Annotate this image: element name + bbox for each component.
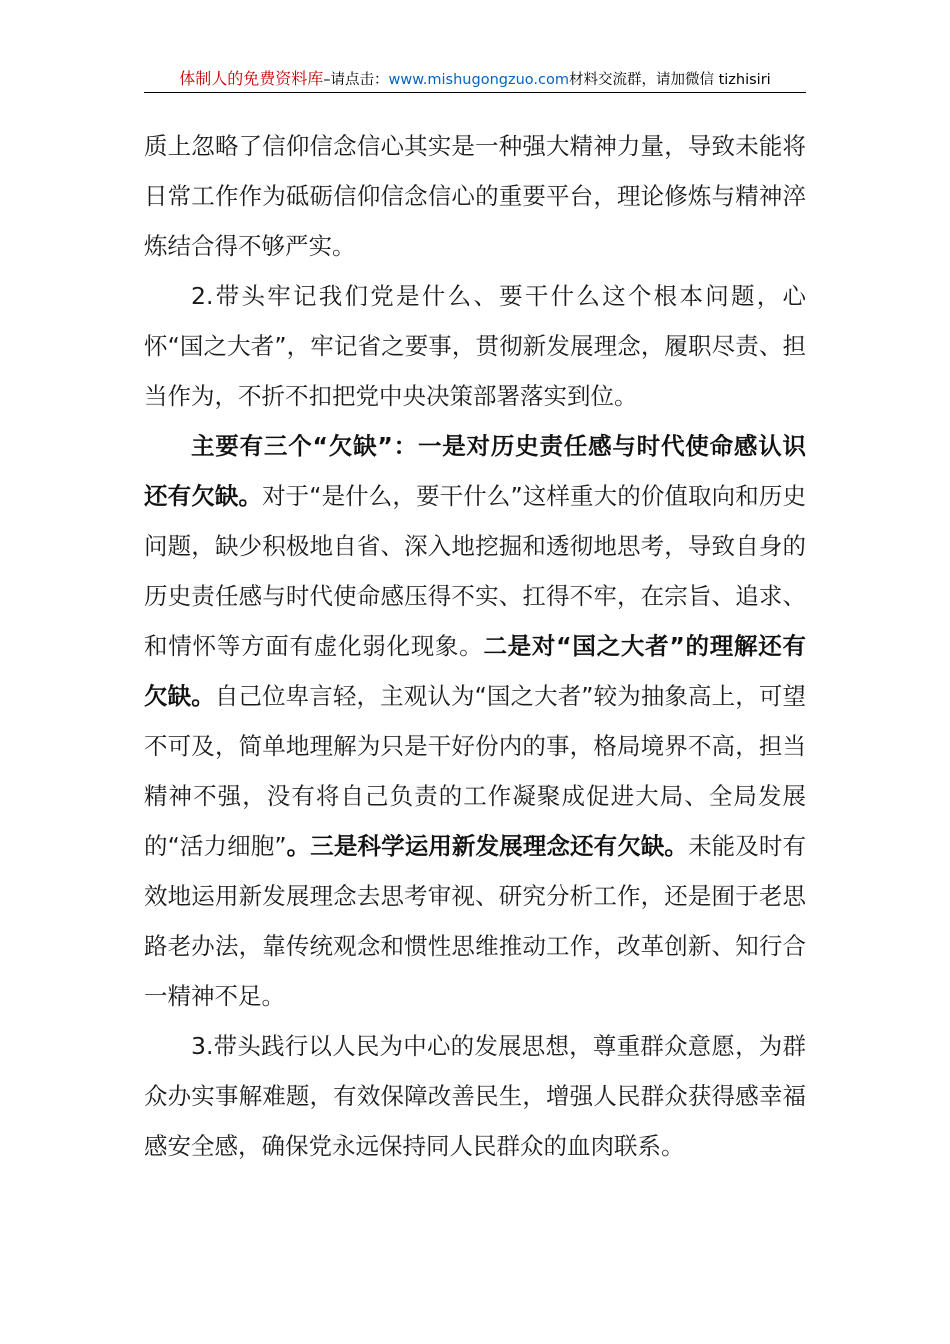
header-note: 材料交流群，请加微信 tizhisiri <box>568 72 771 88</box>
paragraph-continuation: 质上忽略了信仰信念信心其实是一种强大精神力量，导致未能将日常工作作为砥砺信仰信念信心的重要平台，理论修炼与精神淬炼结合得不够严实。 <box>144 132 806 260</box>
shortcoming-1-text: 对于“是什么，要干什么”这样重大的价值取向和历史问题，缺少积极地自省、深入地挖掘和透彻地思考，导致自身的历史责任感与时代使命感压得不实、扛得不牢，在宗旨、追求、和情怀等方面有虚化弱化现象。 <box>144 482 806 660</box>
document-body <box>144 121 806 1171</box>
header-url-link[interactable]: www.mishugongzuo.com <box>388 72 569 88</box>
paragraph-three-shortcomings <box>144 421 806 1021</box>
shortcomings-intro: 主要有三个“欠缺”： <box>191 432 418 460</box>
header-prompt: –请点击： <box>323 72 389 88</box>
paragraph-item-2: 2.带头牢记我们党是什么、要干什么这个根本问题，心怀“国之大者”，牢记省之要事，贯彻新发展理念，履职尽责、担当作为，不折不扣把党中央决策部署落实到位。 <box>144 282 806 410</box>
header-site-name: 体制人的免费资料库 <box>179 69 324 88</box>
shortcoming-2-heading: 二是对“国之大者”的理解还有欠缺。 <box>144 632 807 710</box>
shortcoming-1-heading: 一是对历史责任感与时代使命感认识还有欠缺。 <box>144 432 807 510</box>
shortcoming-2-text: 自己位卑言轻，主观认为“国之大者”较为抽象高上，可望不可及，简单地理解为只是干好份内的事，格局境界不高，担当精神不强，没有将自己负责的工作凝聚成促进大局、全局发展的“活力细胞” <box>144 682 806 860</box>
shortcoming-3-text: 未能及时有效地运用新发展理念去思考审视、研究分析工作，还是囿于老思路老办法，靠传统观念和惯性思维推动工作，改革创新、知行合一精神不足。 <box>144 832 807 1010</box>
paragraph-item-3: 3.带头践行以人民为中心的发展思想，尊重群众意愿，为群众办实事解难题，有效保障改善民生，增强人民群众获得感幸福感安全感，确保党永远保持同人民群众的血肉联系。 <box>144 1032 806 1160</box>
page-header <box>144 68 806 93</box>
shortcoming-3-heading: 。三是科学运用新发展理念还有欠缺。 <box>286 832 689 860</box>
